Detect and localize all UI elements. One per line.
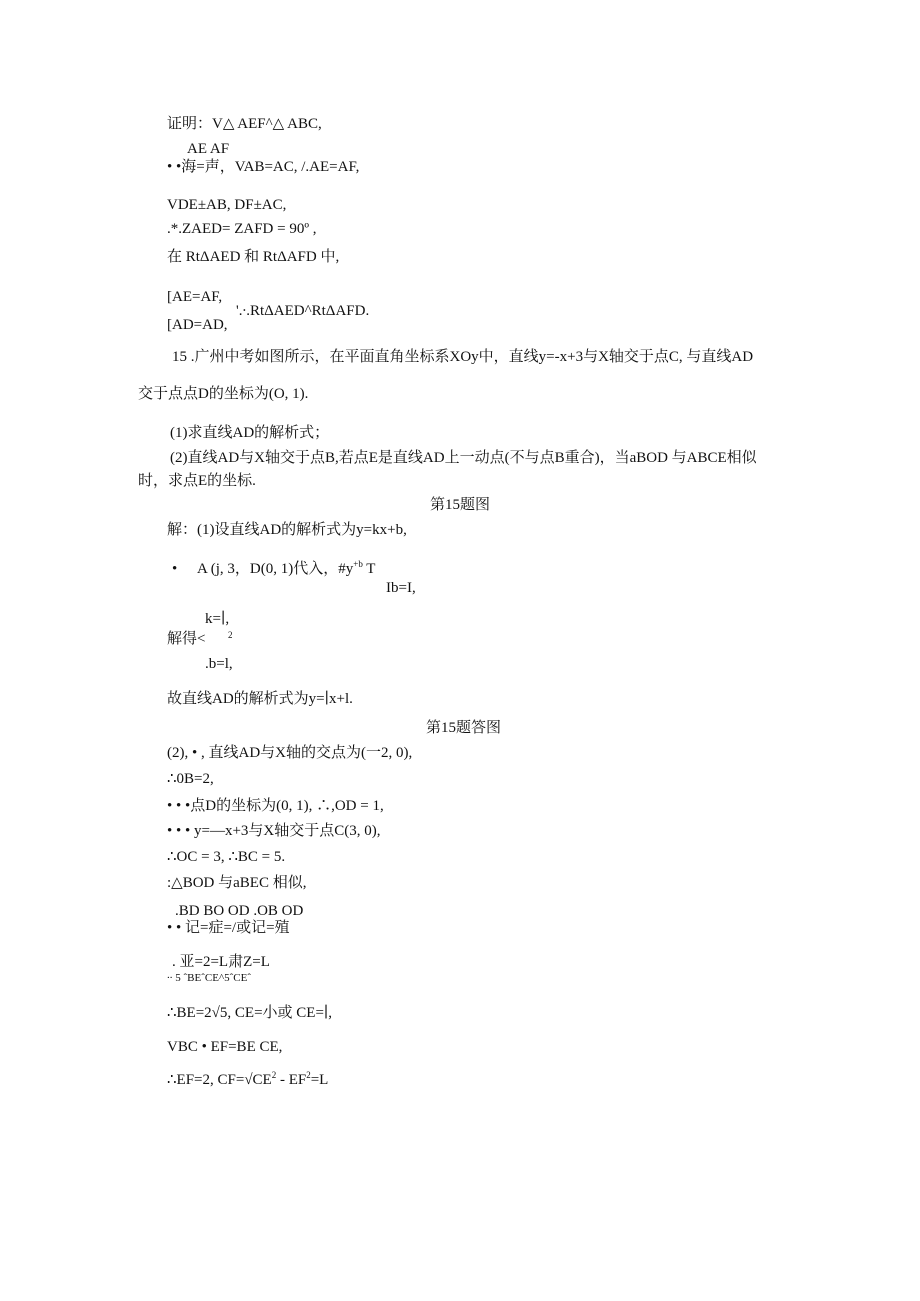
solution-part-2-line-2: ∴0B=2, (167, 771, 214, 787)
solution-ratio-numerators: .BD BO OD .OB OD (175, 903, 304, 919)
solution-system-b: Ib=I, (386, 580, 416, 596)
bullet: • (172, 561, 178, 577)
solution-be-ce: ∴BE=2√5, CE=小或 CE=∣, (167, 1005, 333, 1021)
question-part-2: (2)直线AD与X轴交于点B,若点E是直线AD上一动点(不与点B重合)，当aBOD 与ABCE相似 (170, 450, 757, 466)
solution-b-value: .b=l, (205, 656, 233, 672)
solution-ratio-denominators: ∙∙ 5 ˆBEˆCE^5ˆCEˆ (167, 972, 251, 984)
solution-part-2-line-5: ∴OC = 3, ∴BC = 5. (167, 849, 286, 865)
solution-line-2: A (j, 3，D(0, 1)代入，$\#y^{+b}$ T (197, 559, 376, 577)
solution-fraction-denominator: 2 (228, 630, 233, 640)
proof-line-2: • •海=声，VAB=AC, /.AE=AF, (167, 159, 360, 175)
solution-part-2-line-4: • • • y=—x+3与X轴交于点C(3, 0), (167, 823, 381, 839)
question-15-statement-cont: 交于点点D的坐标为(O, 1). (138, 386, 309, 402)
question-15-statement: 15 .广州中考如图所示，在平面直角坐标系XOy中，直线y=-x+3与X轴交于点C, 与直线AD (172, 349, 754, 365)
proof-conclusion: '.∙.RtΔAED^RtΔAFD. (236, 303, 370, 319)
solution-solve-label: 解得< (167, 631, 206, 647)
solution-ef-cf: ∴EF=2, $CF=√CE^2 - EF^2=L$ (167, 1070, 329, 1088)
question-part-1: (1)求直线AD的解析式； (170, 425, 330, 441)
figure-caption: 第15题图 (430, 497, 491, 513)
proof-fraction-numerators: AE AF (187, 141, 230, 157)
solution-k-value: k=∣, (205, 611, 230, 627)
solution-part-2-line-1: (2), • , 直线AD与X轴的交点为(一2, 0), (167, 745, 413, 761)
proof-line-3: VDE±AB, DF±AC, (167, 197, 287, 213)
proof-system-line-1: [AE=AF, (167, 289, 223, 305)
proof-line-4: .*.ZAED= ZAFD = 90º , (167, 221, 317, 237)
proof-line-1: 证明：V△ AEF^△ ABC, (167, 116, 322, 132)
solution-ratio-line: • • 记=症=/或记=殖 (167, 920, 290, 936)
solution-part-2-line-3: • • •点D的坐标为(0, 1), ∴,OD = 1, (167, 798, 384, 814)
question-part-2-cont: 时，求点E的坐标. (138, 473, 256, 489)
proof-line-5: 在 RtΔAED 和 RtΔAFD 中, (167, 249, 340, 265)
solution-line-ad: 故直线AD的解析式为y=∣x+l. (167, 691, 353, 707)
solution-ef-relation: VBC • EF=BE CE, (167, 1039, 283, 1055)
proof-system-line-2: [AD=AD, (167, 317, 228, 333)
solution-line-1: 解：(1)设直线AD的解析式为y=kx+b, (167, 522, 407, 538)
solution-ratio-values: . 亚=2=L肃Z=L (172, 954, 270, 970)
solution-part-2-line-6: :△BOD 与aBEC 相似, (167, 875, 307, 891)
answer-figure-caption: 第15题答图 (426, 720, 502, 736)
